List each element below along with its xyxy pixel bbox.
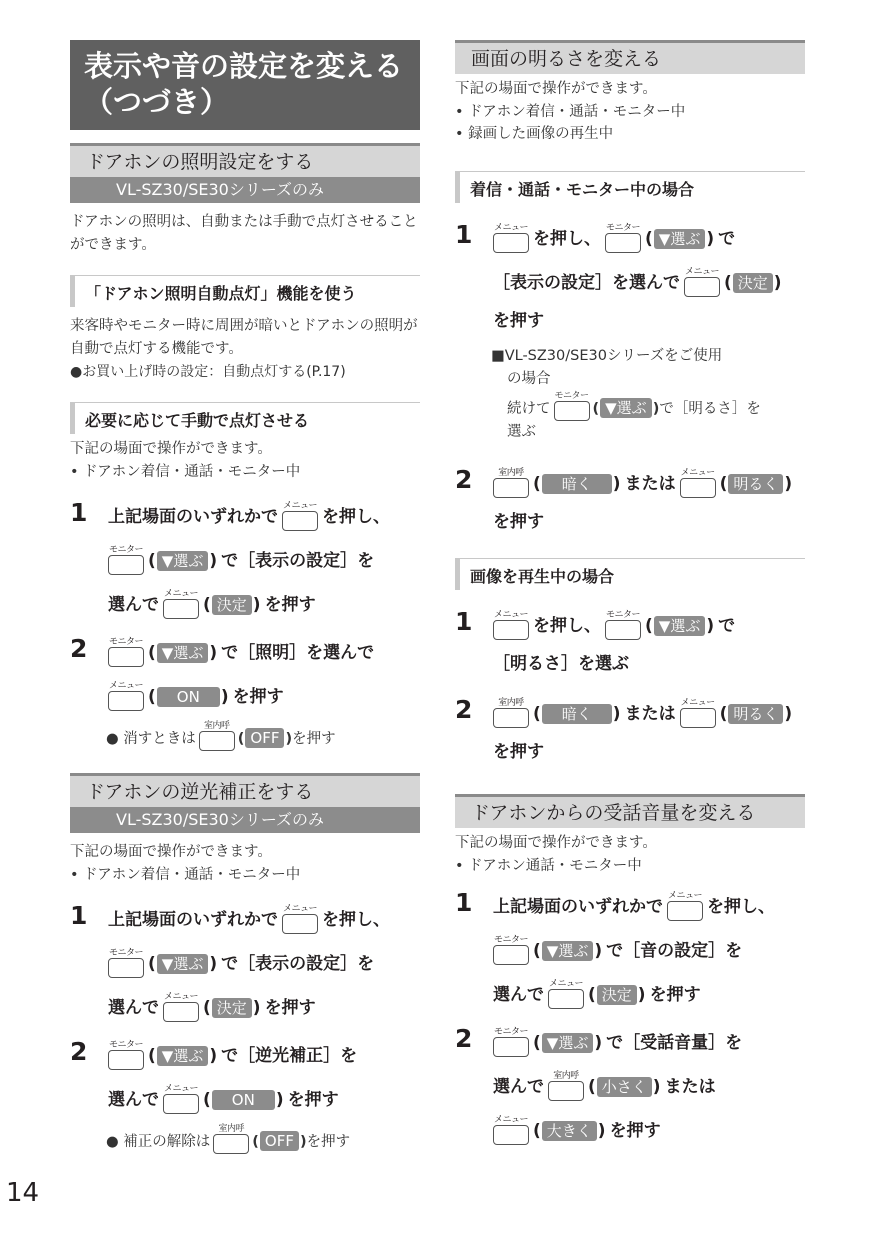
- scene-item: • ドアホン通話・モニター中: [455, 858, 642, 874]
- monitor-key-icon: モニター: [554, 391, 590, 421]
- monitor-key-icon: モニター: [605, 223, 641, 253]
- menu-key-icon: メニュー: [667, 891, 703, 921]
- lighting-description: ドアホンの照明は、自動または手動で点灯させることができます。: [70, 214, 418, 253]
- decide-label: 決定: [733, 273, 773, 293]
- intercom-key-icon: 室内呼: [493, 698, 529, 728]
- decide-label: 決定: [212, 998, 252, 1018]
- section-header-volume: [455, 794, 805, 828]
- step-2: 2 室内呼 ( 暗く ) または メニュー ( 明るく ) を押す: [455, 694, 805, 766]
- select-label: ▼選ぶ: [654, 616, 706, 636]
- step-text: 上記場面のいずれかで: [108, 910, 278, 930]
- section-subtitle: VL-SZ30/SE30シリーズのみ: [70, 177, 420, 203]
- scene-intro: 下記の場面で操作ができます。: [70, 441, 272, 457]
- monitor-key-icon: モニター: [108, 637, 144, 667]
- monitor-key-icon: モニター: [605, 610, 641, 640]
- on-label: ON: [157, 687, 220, 707]
- step-1: 1 メニュー を押し、 モニター ( ▼選ぶ ) で ［表示の設定］を選んで メニュー ( 決定 ) を押す ■VL-SZ30/SE30シリーズをご使用 の場合 続けて モニター ( ▼選ぶ ) で［明るさ］を 選ぶ: [455, 219, 805, 444]
- step-number: 1: [455, 607, 473, 636]
- step-text: 選んで: [108, 1090, 159, 1110]
- step-text: で［表示の設定］を: [221, 954, 375, 974]
- step-text: 選んで: [493, 1077, 544, 1097]
- subheading-manual-light: 必要に応じて手動で点灯させる: [70, 402, 420, 434]
- menu-key-icon: メニュー: [548, 979, 584, 1009]
- menu-key-icon: メニュー: [680, 698, 716, 728]
- step-text: を押し、: [707, 897, 775, 917]
- step-note: で［明るさ］を: [659, 401, 761, 417]
- scene-intro: 下記の場面で操作ができます。: [455, 81, 657, 97]
- monitor-key-icon: モニター: [108, 948, 144, 978]
- step-text: で［音の設定］を: [606, 941, 743, 961]
- page-number: 14: [6, 1178, 40, 1208]
- step-1: 1 上記場面のいずれかで メニュー を押し、 モニター ( ▼選ぶ ) で［表示の設定］を 選んで メニュー ( 決定 ) を押す: [70, 900, 420, 1022]
- step-note: ● 消すときは: [106, 731, 196, 747]
- step-number: 2: [455, 1024, 473, 1053]
- step-text: を押す: [232, 687, 284, 707]
- step-text: を押す: [609, 1121, 661, 1141]
- step-text: を押し、: [533, 229, 601, 249]
- auto-light-note: ●お買い上げ時の設定：自動点灯する(P.17): [70, 364, 346, 380]
- menu-key-icon: メニュー: [493, 223, 529, 253]
- select-label: ▼選ぶ: [542, 1033, 594, 1053]
- step-note: を押す: [306, 1134, 351, 1150]
- menu-key-icon: メニュー: [282, 501, 318, 531]
- decide-label: 決定: [597, 985, 637, 1005]
- menu-key-icon: メニュー: [493, 610, 529, 640]
- page-title: 表示や音の設定を変える（つづき）: [70, 40, 420, 130]
- section-title: 画面の明るさを変える: [455, 40, 805, 74]
- select-label: ▼選ぶ: [654, 229, 706, 249]
- step-text: で［受話音量］を: [606, 1033, 743, 1053]
- select-label: ▼選ぶ: [600, 398, 652, 418]
- menu-key-icon: メニュー: [684, 267, 720, 297]
- subheading-playback: 画像を再生中の場合: [455, 558, 805, 590]
- step-number: 1: [70, 901, 88, 930]
- step-text: 選んで: [493, 985, 544, 1005]
- menu-key-icon: メニュー: [680, 468, 716, 498]
- auto-light-description: 来客時やモニター時に周囲が暗いとドアホンの照明が自動で点灯する機能です。: [70, 318, 418, 357]
- section-subtitle: VL-SZ30/SE30シリーズのみ: [70, 807, 420, 833]
- step-note: ● 補正の解除は: [106, 1134, 211, 1150]
- step-1: 1 上記場面のいずれかで メニュー を押し、 モニター ( ▼選ぶ ) で［音の設定］を 選んで メニュー ( 決定 ) を押す: [455, 887, 805, 1009]
- step-number: 2: [455, 695, 473, 724]
- step-number: 2: [70, 634, 88, 663]
- select-label: ▼選ぶ: [157, 954, 209, 974]
- step-1: 1 上記場面のいずれかで メニュー を押し、 モニター ( ▼選ぶ ) で［表示の設定］を 選んで メニュー ( 決定 ) を押す: [70, 497, 420, 619]
- section-title: ドアホンの逆光補正をする: [70, 773, 420, 807]
- step-text: または: [664, 1077, 716, 1097]
- step-text: を押し、: [322, 910, 390, 930]
- step-text: を押し、: [322, 507, 390, 527]
- small-label: 小さく: [597, 1077, 652, 1097]
- step-text: 上記場面のいずれかで: [108, 507, 278, 527]
- menu-key-icon: メニュー: [163, 992, 199, 1022]
- step-number: 2: [70, 1037, 88, 1066]
- bright-label: 明るく: [728, 704, 783, 724]
- decide-label: 決定: [212, 595, 252, 615]
- subheading-call: 着信・通話・モニター中の場合: [455, 171, 805, 203]
- select-label: ▼選ぶ: [157, 1046, 209, 1066]
- scene-intro: 下記の場面で操作ができます。: [455, 835, 657, 851]
- scene-item: • ドアホン着信・通話・モニター中: [455, 104, 686, 120]
- menu-key-icon: メニュー: [163, 1084, 199, 1114]
- section-header-backlight: [70, 773, 420, 833]
- bright-label: 明るく: [728, 474, 783, 494]
- step-text: を押す: [493, 311, 544, 331]
- step-text: ［明るさ］を選ぶ: [493, 654, 629, 674]
- intercom-key-icon: 室内呼: [493, 468, 529, 498]
- step-number: 2: [455, 465, 473, 494]
- step-note: 選ぶ: [507, 424, 536, 440]
- monitor-key-icon: モニター: [493, 935, 529, 965]
- step-text: を押す: [493, 742, 544, 762]
- big-label: 大きく: [542, 1121, 597, 1141]
- monitor-key-icon: モニター: [493, 1027, 529, 1057]
- menu-key-icon: メニュー: [108, 681, 144, 711]
- dark-label: 暗く: [542, 704, 612, 724]
- section-header-lighting: [70, 143, 420, 203]
- scene-intro: 下記の場面で操作ができます。: [70, 844, 272, 860]
- step-text: を押す: [264, 998, 316, 1018]
- step-text: を押す: [649, 985, 701, 1005]
- step-note: ■VL-SZ30/SE30シリーズをご使用: [491, 348, 723, 364]
- step-text: 上記場面のいずれかで: [493, 897, 663, 917]
- step-number: 1: [70, 498, 88, 527]
- intercom-key-icon: 室内呼: [213, 1124, 249, 1154]
- section-title: ドアホンの照明設定をする: [70, 143, 420, 177]
- off-label: OFF: [260, 1131, 299, 1151]
- step-text: で［照明］を選んで: [221, 643, 375, 663]
- step-note: 続けて: [507, 401, 551, 417]
- on-label: ON: [212, 1090, 275, 1110]
- section-title: ドアホンからの受話音量を変える: [455, 794, 805, 828]
- step-text: または: [624, 704, 676, 724]
- step-2: 2 モニター ( ▼選ぶ ) で［照明］を選んで メニュー ( ON ) を押す ● 消すときは 室内呼 ( OFF ) を押す: [70, 633, 420, 751]
- monitor-key-icon: モニター: [108, 545, 144, 575]
- monitor-key-icon: モニター: [108, 1040, 144, 1070]
- step-2: 2 モニター ( ▼選ぶ ) で［受話音量］を 選んで 室内呼 ( 小さく ) または メニュー ( 大きく ) を押す: [455, 1023, 805, 1145]
- step-note: の場合: [507, 371, 551, 387]
- step-text: で［表示の設定］を: [221, 551, 375, 571]
- off-label: OFF: [245, 728, 284, 748]
- step-text: で: [718, 616, 736, 636]
- select-label: ▼選ぶ: [542, 941, 594, 961]
- step-text: 選んで: [108, 595, 159, 615]
- step-text: を押す: [264, 595, 316, 615]
- step-text: 選んで: [108, 998, 159, 1018]
- scene-item: • ドアホン着信・通話・モニター中: [70, 464, 301, 480]
- step-note: を押す: [292, 731, 336, 747]
- step-text: で: [718, 229, 736, 249]
- section-header-brightness: [455, 40, 805, 74]
- step-text: を押す: [493, 512, 544, 532]
- left-column: [70, 40, 420, 1154]
- step-text: または: [624, 474, 676, 494]
- scene-item: • ドアホン着信・通話・モニター中: [70, 867, 301, 883]
- dark-label: 暗く: [542, 474, 612, 494]
- right-column: [455, 40, 805, 1155]
- step-number: 1: [455, 888, 473, 917]
- step-text: ［表示の設定］を選んで: [493, 273, 680, 293]
- step-2: 2 モニター ( ▼選ぶ ) で［逆光補正］を 選んで メニュー ( ON ) を押す ● 補正の解除は 室内呼 ( OFF ) を押す: [70, 1036, 420, 1154]
- menu-key-icon: メニュー: [282, 904, 318, 934]
- menu-key-icon: メニュー: [163, 589, 199, 619]
- step-number: 1: [455, 220, 473, 249]
- step-text: を押し、: [533, 616, 601, 636]
- menu-key-icon: メニュー: [493, 1115, 529, 1145]
- step-1: 1 メニュー を押し、 モニター ( ▼選ぶ ) で ［明るさ］を選ぶ: [455, 606, 805, 678]
- step-text: を押す: [287, 1090, 339, 1110]
- scene-item: • 録画した画像の再生中: [455, 126, 614, 142]
- step-text: で［逆光補正］を: [221, 1046, 358, 1066]
- subheading-auto-light: 「ドアホン照明自動点灯」機能を使う: [70, 275, 420, 307]
- intercom-key-icon: 室内呼: [199, 721, 235, 751]
- select-label: ▼選ぶ: [157, 643, 209, 663]
- intercom-key-icon: 室内呼: [548, 1071, 584, 1101]
- select-label: ▼選ぶ: [157, 551, 209, 571]
- step-2: 2 室内呼 ( 暗く ) または メニュー ( 明るく ) を押す: [455, 464, 805, 536]
